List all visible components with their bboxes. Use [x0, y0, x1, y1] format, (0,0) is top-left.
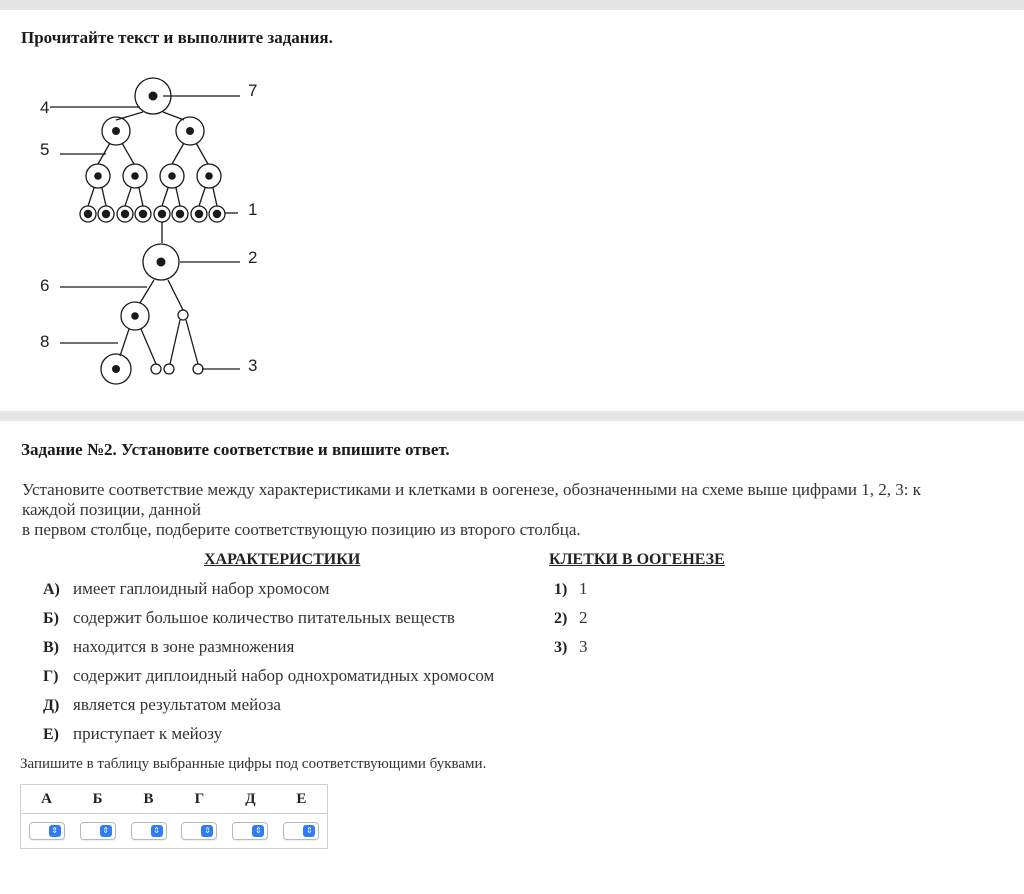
label-2: 2	[248, 248, 258, 267]
label-3: 3	[248, 356, 258, 375]
num: 3)	[554, 639, 568, 656]
characteristic-g	[43, 666, 494, 686]
task2-heading: Задание №2. Установите соответствие и впишите ответ.	[21, 440, 450, 459]
answer-col-d: Д	[225, 785, 276, 814]
select-arrows-icon: ⇕	[49, 825, 61, 837]
cell-option-2	[554, 608, 588, 628]
cell-option-1	[554, 579, 588, 599]
oogenesis-diagram	[30, 72, 270, 392]
text: 1	[579, 579, 588, 598]
answer-col-g: Г	[174, 785, 225, 814]
select-arrows-icon: ⇕	[303, 825, 315, 837]
label-4: 4	[40, 98, 50, 117]
characteristic-e	[43, 724, 222, 744]
characteristic-v	[43, 637, 294, 657]
characteristic-a	[43, 579, 330, 599]
text: является результатом мейоза	[73, 695, 281, 714]
text: приступает к мейозу	[73, 724, 223, 743]
answer-instruction: Запишите в таблицу выбранные цифры под соответствующими буквами.	[20, 756, 487, 772]
answer-select-e[interactable]	[283, 822, 319, 840]
label-1: 1	[248, 200, 258, 219]
cells-header: КЛЕТКИ В ООГЕНЕЗЕ	[549, 551, 725, 568]
letter: Д)	[43, 697, 60, 714]
select-arrows-icon: ⇕	[100, 825, 112, 837]
letter: В)	[43, 639, 59, 656]
num: 1)	[554, 581, 568, 598]
letter: Б)	[43, 610, 59, 627]
top-band	[0, 0, 1024, 10]
label-7: 7	[248, 81, 258, 100]
intro-line-3: в первом столбце, подберите соответствующую позицию из второго столбца.	[22, 520, 581, 539]
select-arrows-icon: ⇕	[252, 825, 264, 837]
section-divider	[0, 411, 1024, 421]
text: находится в зоне размножения	[73, 637, 295, 656]
select-arrows-icon: ⇕	[201, 825, 213, 837]
text: имеет гаплоидный набор хромосом	[73, 579, 330, 598]
label-8: 8	[40, 332, 50, 351]
intro-line-2: каждой позиции, данной	[22, 500, 201, 519]
section1-heading: Прочитайте текст и выполните задания.	[21, 28, 333, 47]
answer-select-b[interactable]	[80, 822, 116, 840]
characteristics-header: ХАРАКТЕРИСТИКИ	[204, 551, 361, 568]
num: 2)	[554, 610, 568, 627]
characteristic-b	[43, 608, 455, 628]
answer-col-e: Е	[276, 785, 328, 814]
answer-table	[20, 784, 328, 849]
letter: Е)	[43, 726, 59, 743]
text: содержит большое количество питательных веществ	[73, 608, 455, 627]
task2-intro	[22, 480, 1012, 540]
answer-select-d[interactable]	[232, 822, 268, 840]
answer-col-v: В	[123, 785, 174, 814]
intro-line-1: Установите соответствие между характеристиками и клетками в оогенезе, обозначенными на схеме выше цифрами 1, 2, 3: к	[22, 480, 921, 499]
text: 2	[579, 608, 588, 627]
letter: Г)	[43, 668, 59, 685]
answer-select-v[interactable]	[131, 822, 167, 840]
answer-select-a[interactable]	[29, 822, 65, 840]
characteristic-d	[43, 695, 281, 715]
text: 3	[579, 637, 588, 656]
label-6: 6	[40, 276, 50, 295]
label-5: 5	[40, 140, 50, 159]
answer-col-b: Б	[72, 785, 123, 814]
answer-select-g[interactable]	[181, 822, 217, 840]
letter: А)	[43, 581, 60, 598]
cell-option-3	[554, 637, 588, 657]
text: содержит диплоидный набор однохроматидных хромосом	[73, 666, 495, 685]
select-arrows-icon: ⇕	[151, 825, 163, 837]
answer-col-a: А	[21, 785, 73, 814]
